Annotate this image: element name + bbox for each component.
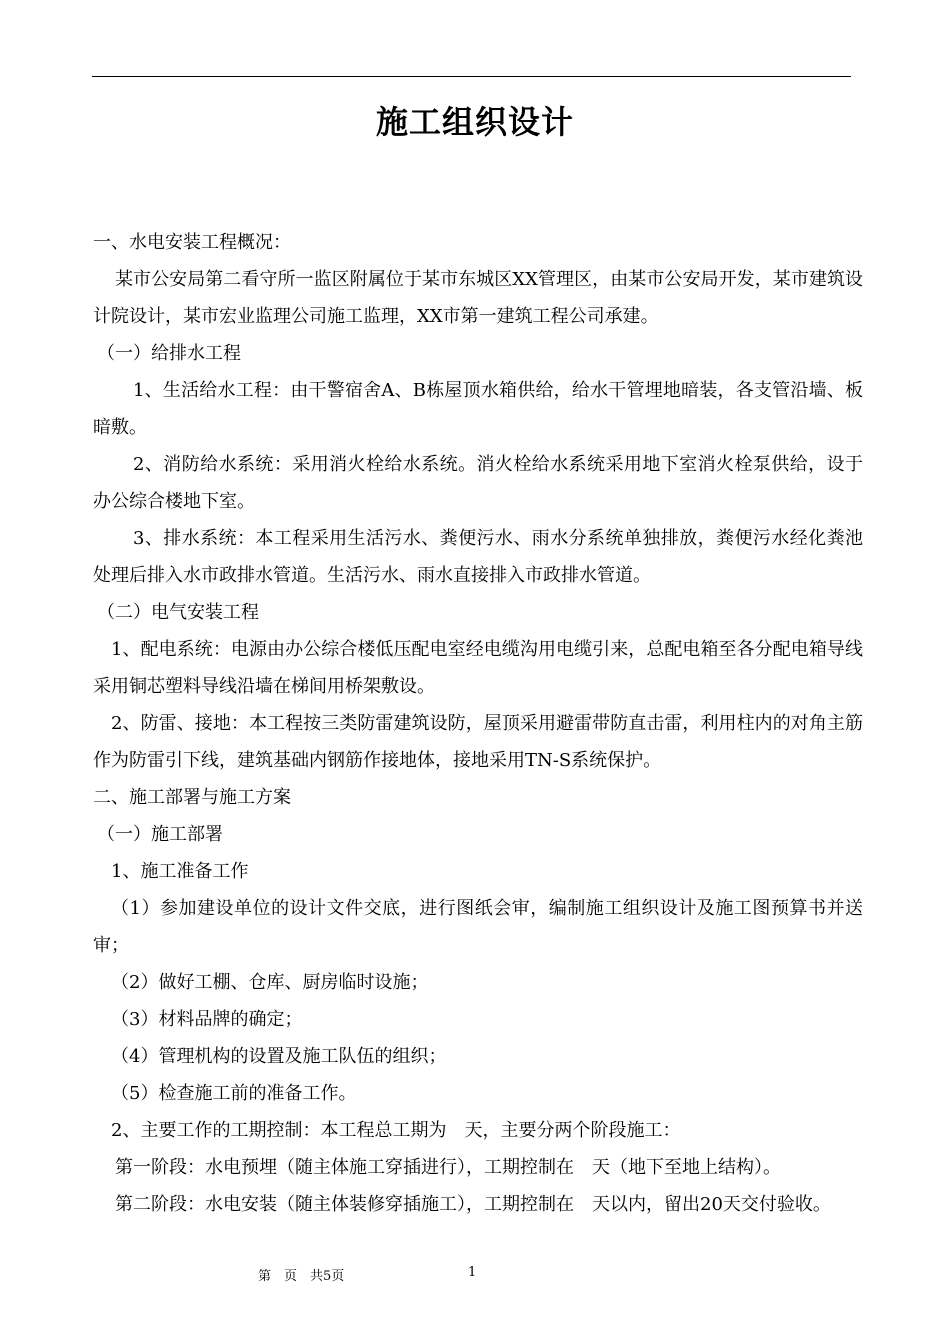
paragraph: 第二阶段：水电安装（随主体装修穿插施工），工期控制在 天以内，留出20天交付验收。 [115,1194,831,1215]
paragraph: 2、消防给水系统：采用消火栓给水系统。消火栓给水系统采用地下室消火栓泵供给，设于办公综合楼地下室。 [93,454,863,512]
subsection-heading: （一）给排水工程 [97,343,241,364]
paragraph: 2、主要工作的工期控制：本工程总工期为 天，主要分两个阶段施工： [111,1120,681,1141]
document-title: 施工组织设计 [375,103,574,141]
list-item: （4）管理机构的设置及施工队伍的组织； [111,1046,447,1067]
paragraph: 第一阶段：水电预埋（随主体施工穿插进行），工期控制在 天（地下至地上结构）。 [115,1157,781,1178]
list-item: （2）做好工棚、仓库、厨房临时设施； [111,972,429,993]
page-count-text: 第 页 共5页 [258,1269,345,1284]
subsection-heading: （一）施工部署 [97,824,223,845]
section-heading: 二、施工部署与施工方案 [93,787,291,808]
page-number: 1 [468,1265,477,1280]
list-heading: 1、施工准备工作 [111,861,249,882]
list-item: （3）材料品牌的确定； [111,1009,303,1030]
list-item: （5）检查施工前的准备工作。 [111,1083,357,1104]
subsection-heading: （二）电气安装工程 [97,602,259,623]
paragraph: 1、配电系统：电源由办公综合楼低压配电室经电缆沟用电缆引来，总配电箱至各分配电箱导线采用铜芯塑料导线沿墙在梯间用桥架敷设。 [93,639,863,697]
paragraph: 2、防雷、接地：本工程按三类防雷建筑设防，屋顶采用避雷带防直击雷，利用柱内的对角主筋作为防雷引下线，建筑基础内钢筋作接地体，接地采用TN-S系统保护。 [93,713,863,771]
paragraph: 3、排水系统：本工程采用生活污水、粪便污水、雨水分系统单独排放，粪便污水经化粪池处理后排入水市政排水管道。生活污水、雨水直接排入市政排水管道。 [93,528,863,586]
document-body [93,224,863,1223]
paragraph: 1、生活给水工程：由干警宿舍A、B栋屋顶水箱供给，给水干管埋地暗装，各支管沿墙、板暗敷。 [93,380,863,438]
paragraph: 某市公安局第二看守所一监区附属位于某市东城区XX管理区，由某市公安局开发，某市建筑设计院设计，某市宏业监理公司施工监理，XX市第一建筑工程公司承建。 [93,269,863,327]
header-rule [92,76,851,77]
page-footer [0,1265,950,1289]
list-item: （1）参加建设单位的设计文件交底，进行图纸会审，编制施工组织设计及施工图预算书并送审； [93,898,863,956]
section-heading: 一、水电安装工程概况： [93,232,291,253]
